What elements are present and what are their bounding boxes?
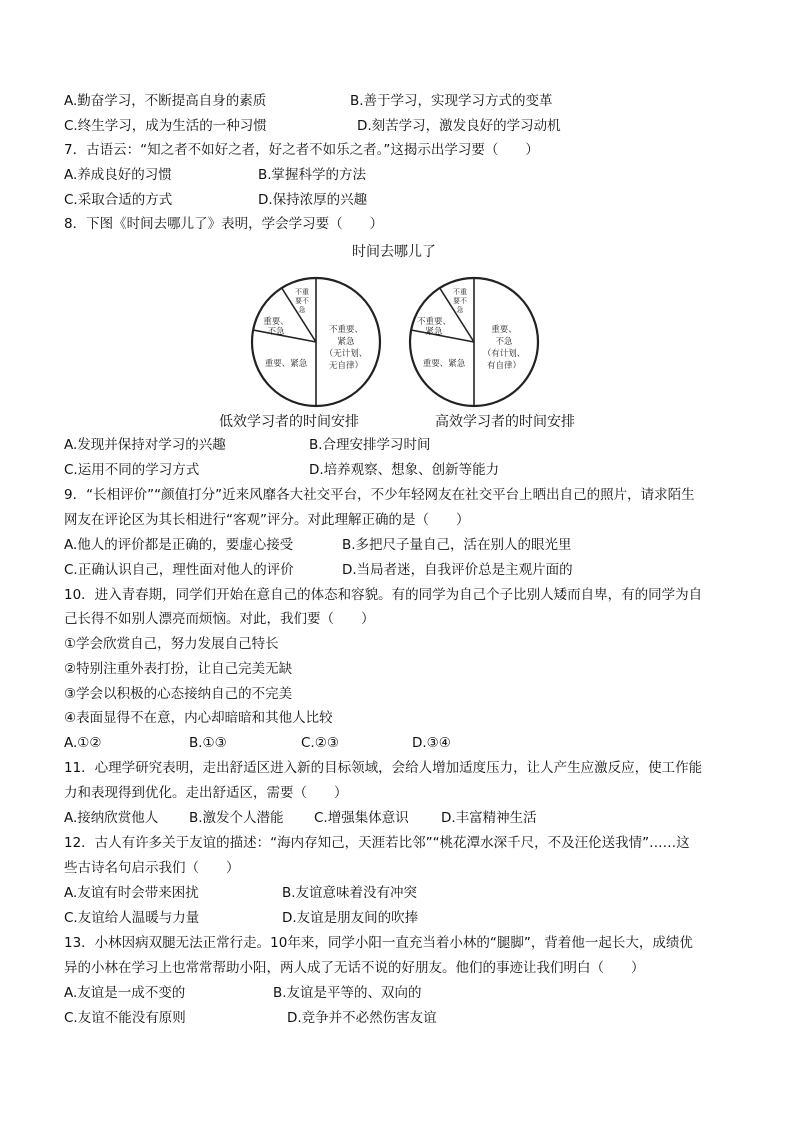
pie-label-tiny: 急 — [456, 306, 464, 314]
pie-label-tiny: 不重 — [453, 288, 467, 296]
pie-label-small: 紧急 — [425, 327, 443, 337]
q13-option-a: A.友谊是一成不变的 — [64, 985, 186, 1001]
pie-label-medium: 重要、紧急 — [422, 359, 466, 369]
q13-stem-line2: 异的小林在学习上也常常帮助小阳，两人成了无话不说的好朋友。他们的事迹让我们明白（ ） — [64, 960, 645, 976]
q8-option-c: C.运用不同的学习方式 — [64, 462, 200, 478]
pie-label-tiny: 不重 — [295, 288, 309, 296]
q10-option-b: B.①③ — [189, 735, 227, 751]
q7-option-b: B.掌握科学的方法 — [258, 167, 367, 183]
q10-item-2: ②特别注重外表打扮，让自己完美无缺 — [64, 661, 293, 677]
q8-option-d: D.培养观察、想象、创新等能力 — [309, 462, 500, 478]
pie-label-tiny: 急 — [298, 306, 306, 314]
pie-charts — [0, 262, 794, 432]
q12-option-b: B.友谊意味着没有冲突 — [282, 885, 418, 901]
pie-label-large: 无自律） — [328, 361, 364, 371]
pie-label-large: 重要、 — [491, 325, 517, 335]
chart-title: 时间去哪儿了 — [352, 244, 436, 260]
q10-option-c: C.②③ — [301, 735, 339, 751]
q8-option-b: B.合理安排学习时间 — [309, 437, 431, 453]
q11-stem-line2: 力和表现得到优化。走出舒适区，需要（ ） — [64, 785, 348, 801]
q10-item-1: ①学会欣赏自己，努力发展自己特长 — [64, 636, 279, 652]
q7-option-c: C.采取合适的方式 — [64, 192, 173, 208]
q12-stem-line1: 12．古人有许多关于友谊的描述：“海内存知己，天涯若比邻”“桃花潭水深千尺，不及汪伦送我情”……这 — [64, 835, 690, 851]
q10-item-4: ④表面显得不在意，内心却暗暗和其他人比较 — [64, 710, 333, 726]
pie-label-small: 重要、 — [263, 317, 289, 327]
q11-option-c: C.增强集体意识 — [314, 810, 409, 826]
q9-option-a: A.他人的评价都是正确的，要虚心接受 — [64, 537, 294, 553]
q9-stem-line2: 网友在评论区为其长相进行“客观”评分。对此理解正确的是（ ） — [64, 512, 470, 528]
pie-caption-high: 高效学习者的时间安排 — [435, 414, 575, 430]
q12-option-d: D.友谊是朋友间的吹捧 — [282, 910, 419, 926]
q13-option-b: B.友谊是平等的、双向的 — [273, 985, 422, 1001]
q9-option-d: D.当局者迷，自我评价总是主观片面的 — [342, 562, 573, 578]
q7-option-a: A.养成良好的习惯 — [64, 167, 172, 183]
q6-option-c: C.终生学习，成为生活的一种习惯 — [64, 118, 267, 134]
q11-option-b: B.激发个人潜能 — [189, 810, 284, 826]
q10-option-a: A.①② — [64, 735, 102, 751]
pie-label-small: 不急 — [267, 327, 285, 337]
q12-option-a: A.友谊有时会带来困扰 — [64, 885, 199, 901]
q10-item-3: ③学会以积极的心态接纳自己的不完美 — [64, 686, 293, 702]
q11-option-a: A.接纳欣赏他人 — [64, 810, 159, 826]
pie-label-large: 不急 — [495, 337, 513, 347]
pie-label-tiny: 要不 — [295, 297, 309, 305]
q12-stem-line2: 些古诗名句启示我们（ ） — [64, 860, 240, 876]
q9-stem-line1: 9．“长相评价”“颜值打分”近来风靡各大社交平台，不少年轻网友在社交平台上晒出自己的照片，请求陌生 — [64, 487, 695, 503]
q9-option-b: B.多把尺子量自己，活在别人的眼光里 — [342, 537, 572, 553]
q11-option-d: D.丰富精神生活 — [441, 810, 537, 826]
q10-stem-line1: 10．进入青春期，同学们开始在意自己的体态和容貌。有的同学为自己个子比别人矮而自卑，有的同学为自 — [64, 587, 703, 603]
q13-option-c: C.友谊不能没有原则 — [64, 1010, 186, 1026]
q7-option-d: D.保持浓厚的兴趣 — [258, 192, 368, 208]
pie-label-small: 不重要、 — [416, 317, 452, 327]
pie-label-large: （有计划、 — [482, 349, 526, 359]
q6-option-d: D.刻苦学习，激发良好的学习动机 — [357, 118, 561, 134]
q6-option-b: B.善于学习，实现学习方式的变革 — [350, 93, 553, 109]
q7-stem: 7．古语云：“知之者不如好之者，好之者不如乐之者。”这揭示出学习要（ ） — [64, 142, 539, 158]
pie-label-medium: 重要、紧急 — [264, 359, 308, 369]
q9-option-c: C.正确认识自己，理性面对他人的评价 — [64, 562, 294, 578]
pie-label-tiny: 要不 — [453, 297, 467, 305]
pie-label-large: 紧急 — [337, 337, 355, 347]
q8-option-a: A.发现并保持对学习的兴趣 — [64, 437, 226, 453]
pie-label-large: 不重要、 — [328, 325, 364, 335]
q12-option-c: C.友谊给人温暖与力量 — [64, 910, 200, 926]
q6-option-a: A.勤奋学习，不断提高自身的素质 — [64, 93, 267, 109]
pie-label-large: （无计划、 — [324, 349, 368, 359]
q13-option-d: D.竞争并不必然伤害友谊 — [287, 1010, 437, 1026]
q8-stem: 8．下图《时间去哪儿了》表明，学会学习要（ ） — [64, 216, 384, 232]
q11-stem-line1: 11．心理学研究表明，走出舒适区进入新的目标领域，会给人增加适度压力，让人产生应激反应，使工作能 — [64, 760, 703, 776]
q13-stem-line1: 13．小林因病双腿无法正常行走。10年来，同学小阳一直充当着小林的“腿脚”，背着他一起长大，成绩优 — [64, 935, 693, 951]
q10-stem-line2: 己长得不如别人漂亮而烦恼。对此，我们要（ ） — [64, 611, 375, 627]
q10-option-d: D.③④ — [412, 735, 451, 751]
pie-label-large: 有自律） — [486, 361, 522, 371]
pie-caption-low: 低效学习者的时间安排 — [219, 414, 359, 430]
